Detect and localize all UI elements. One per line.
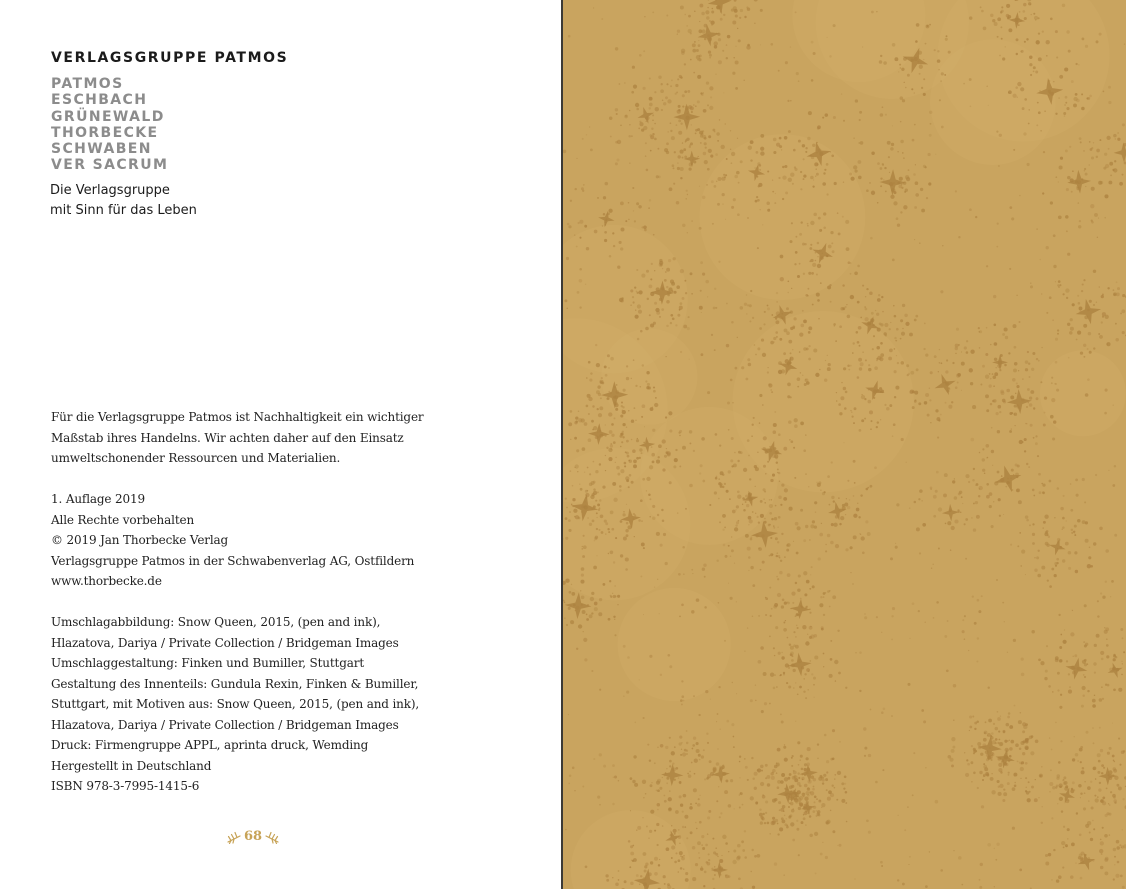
page-number-text: 68: [243, 828, 263, 844]
credits-block: [51, 612, 419, 797]
publisher-title: VERLAGSGRUPPE PATMOS: [51, 50, 289, 66]
imprint-item: GRÜNEWALD: [51, 108, 165, 125]
left-page: [0, 0, 561, 889]
copyright-line: © 2019 Jan Thorbecke Verlag: [51, 533, 229, 547]
imprint-item: ESCHBACH: [51, 92, 148, 109]
sustainability-line: Für die Verlagsgruppe Patmos ist Nachhaltigkeit ein wichtiger: [51, 410, 424, 424]
isbn-line: ISBN 978-3-7995-1415-6: [51, 779, 200, 793]
credit-line: Druck: Firmengruppe APPL, aprinta druck, Wemding: [51, 738, 369, 752]
sustainability-line: Maßstab ihres Handelns. Wir achten daher auf den Einsatz: [51, 430, 404, 445]
credit-line: Gestaltung des Innenteils: Gundula Rexin, Finken & Bumiller,: [51, 676, 419, 691]
credit-line: Hlazatova, Dariya / Private Collection / Bridgeman Images: [51, 635, 399, 650]
edition-line: 1. Auflage 2019: [51, 492, 145, 506]
page-number: [223, 826, 283, 846]
imprint-item: VER SACRUM: [51, 157, 169, 174]
publisher-line: Verlagsgruppe Patmos in der Schwabenverlag AG, Ostfildern: [51, 553, 415, 568]
tagline-line: mit Sinn für das Leben: [50, 202, 197, 218]
imprint-item: THORBECKE: [51, 124, 159, 141]
tagline: [50, 181, 197, 220]
credit-line: Umschlagabbildung: Snow Queen, 2015, (pen and ink),: [51, 615, 381, 629]
website-line: www.thorbecke.de: [51, 574, 162, 588]
tagline-line: Die Verlagsgruppe: [50, 183, 170, 198]
wheat-sprig-icon: [264, 828, 280, 844]
rights-line: Alle Rechte vorbehalten: [51, 512, 195, 527]
credit-line: Stuttgart, mit Motiven aus: Snow Queen, 2015, (pen and ink),: [51, 697, 420, 711]
credit-line: Hergestellt in Deutschland: [51, 758, 212, 773]
sustainability-line: umweltschonender Ressourcen und Materialien.: [51, 451, 341, 465]
imprint-list: [51, 76, 168, 174]
wheat-sprig-icon: [226, 828, 242, 844]
credit-line: Umschlaggestaltung: Finken und Bumiller, Stuttgart: [51, 656, 365, 670]
starry-pattern: [563, 0, 1126, 889]
imprint-item: SCHWABEN: [51, 141, 152, 158]
imprint-item: PATMOS: [51, 76, 124, 92]
right-page: [563, 0, 1126, 889]
edition-info: [51, 489, 414, 592]
sustainability-note: [51, 407, 424, 469]
credit-line: Hlazatova, Dariya / Private Collection / Bridgeman Images: [51, 717, 399, 732]
